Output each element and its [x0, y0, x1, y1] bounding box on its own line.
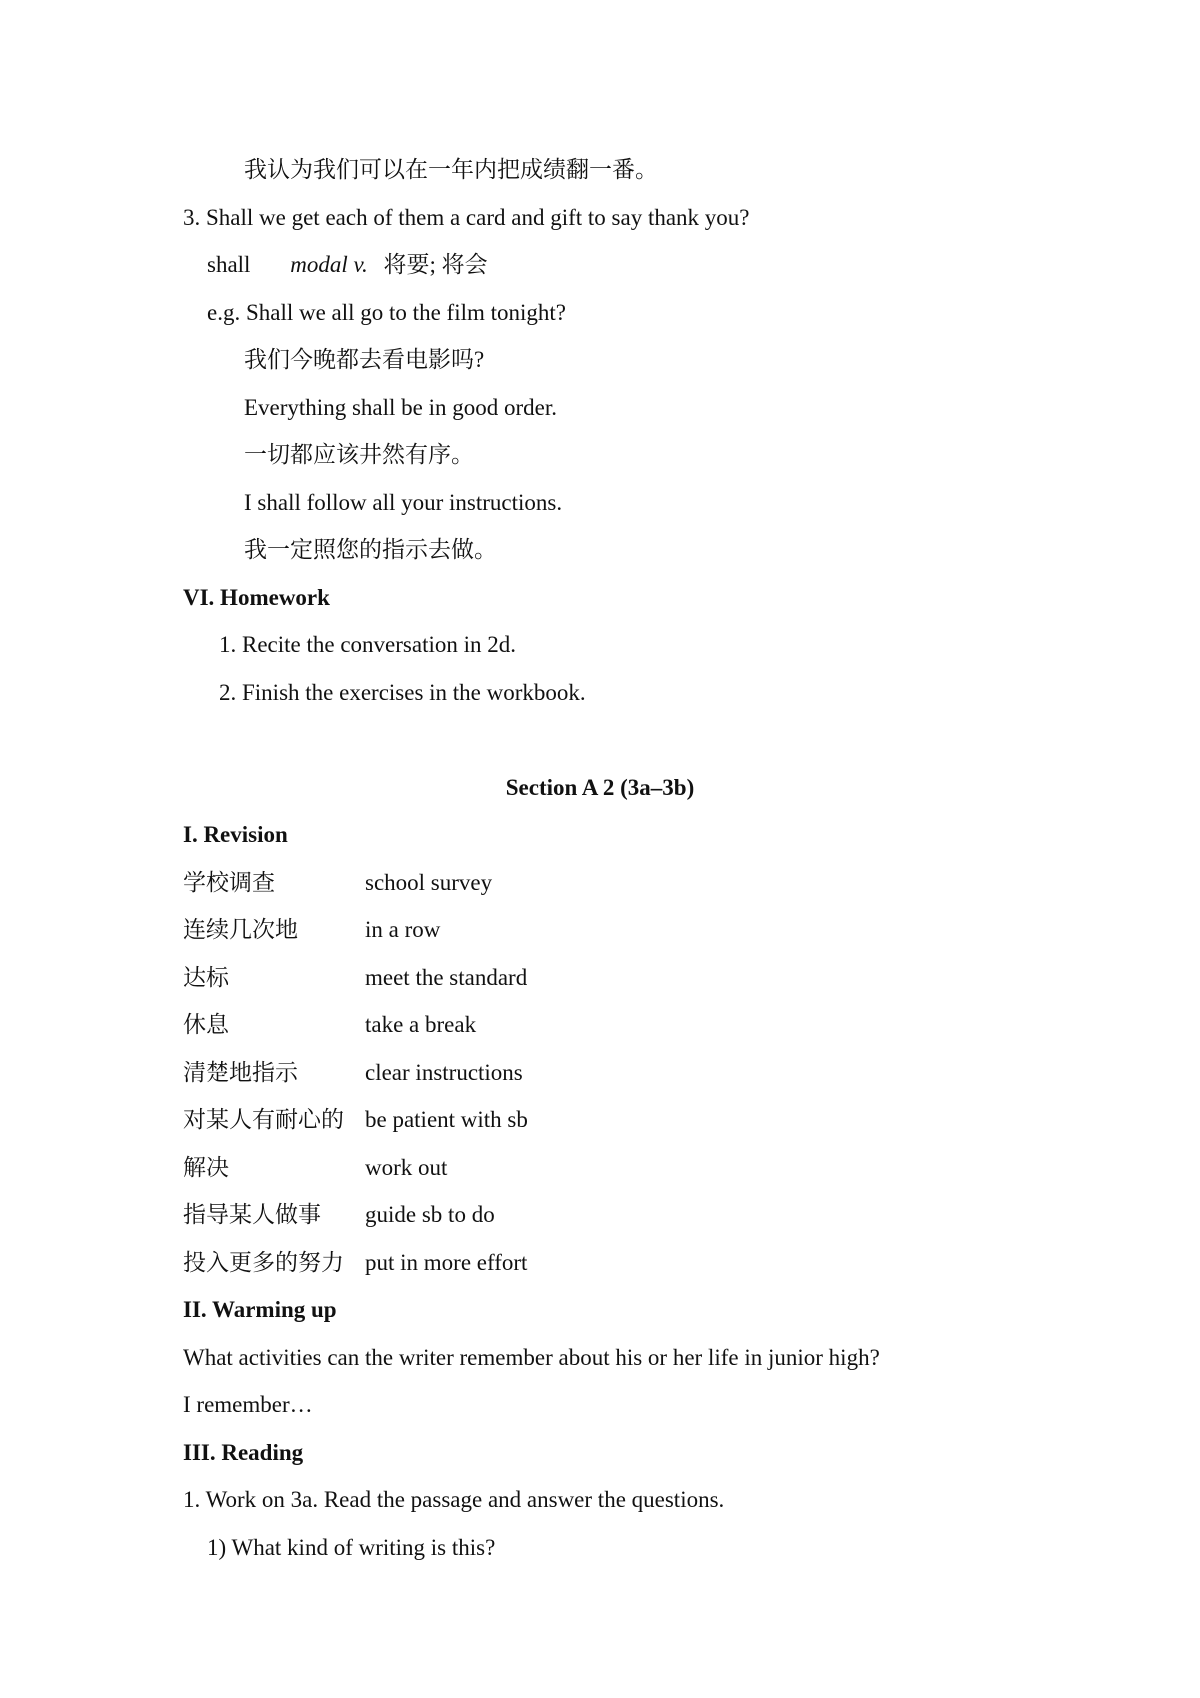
homework-item: 1. Recite the conversation in 2d. [219, 632, 517, 657]
vocab-cn: 清楚地指示 [183, 1060, 298, 1085]
section-title: Section A 2 (3a–3b) [505, 775, 695, 800]
shall-meaning: 将要; 将会 [383, 252, 488, 277]
example-1: e.g. Shall we all go to the film tonight? [207, 300, 566, 325]
shall-word: shall [207, 252, 251, 277]
vocab-en: work out [365, 1155, 448, 1180]
reading-question-1: 1) What kind of writing is this? [207, 1535, 496, 1560]
vocab-cn: 投入更多的努力 [183, 1250, 344, 1275]
vocab-cn: 对某人有耐心的 [183, 1107, 344, 1132]
vocab-shall [207, 250, 488, 280]
reading-heading: III. Reading [183, 1440, 304, 1465]
vocab-cn: 休息 [183, 1012, 229, 1037]
vocab-en: in a row [365, 917, 441, 942]
reading-item-1: 1. Work on 3a. Read the passage and answer the questions. [183, 1487, 725, 1512]
vocab-en: school survey [365, 870, 493, 895]
vocab-en: be patient with sb [365, 1107, 528, 1132]
example-2: Everything shall be in good order. [244, 395, 557, 420]
vocab-cn: 学校调查 [183, 870, 275, 895]
example-3-cn: 我一定照您的指示去做。 [244, 537, 497, 562]
warming-answer: I remember… [183, 1392, 313, 1417]
item-3: 3. Shall we get each of them a card and gift to say thank you? [183, 205, 750, 230]
shall-pos: modal v. [290, 252, 368, 277]
example-2-cn: 一切都应该井然有序。 [244, 442, 474, 467]
vocab-en: meet the standard [365, 965, 528, 990]
vocab-cn: 指导某人做事 [183, 1202, 321, 1227]
example-1-cn: 我们今晚都去看电影吗? [244, 347, 485, 372]
vocab-en: put in more effort [365, 1250, 528, 1275]
homework-item: 2. Finish the exercises in the workbook. [219, 680, 586, 705]
example-3: I shall follow all your instructions. [244, 490, 563, 515]
cn-sentence: 我认为我们可以在一年内把成绩翻一番。 [244, 157, 658, 182]
warming-question: What activities can the writer remember about his or her life in junior high? [183, 1345, 880, 1370]
homework-heading: VI. Homework [183, 585, 330, 610]
vocab-cn: 达标 [183, 965, 229, 990]
revision-heading: I. Revision [183, 822, 288, 847]
vocab-cn: 解决 [183, 1155, 229, 1180]
vocab-cn: 连续几次地 [183, 917, 298, 942]
vocab-en: take a break [365, 1012, 477, 1037]
vocab-en: clear instructions [365, 1060, 523, 1085]
warming-heading: II. Warming up [183, 1297, 337, 1322]
vocab-en: guide sb to do [365, 1202, 495, 1227]
